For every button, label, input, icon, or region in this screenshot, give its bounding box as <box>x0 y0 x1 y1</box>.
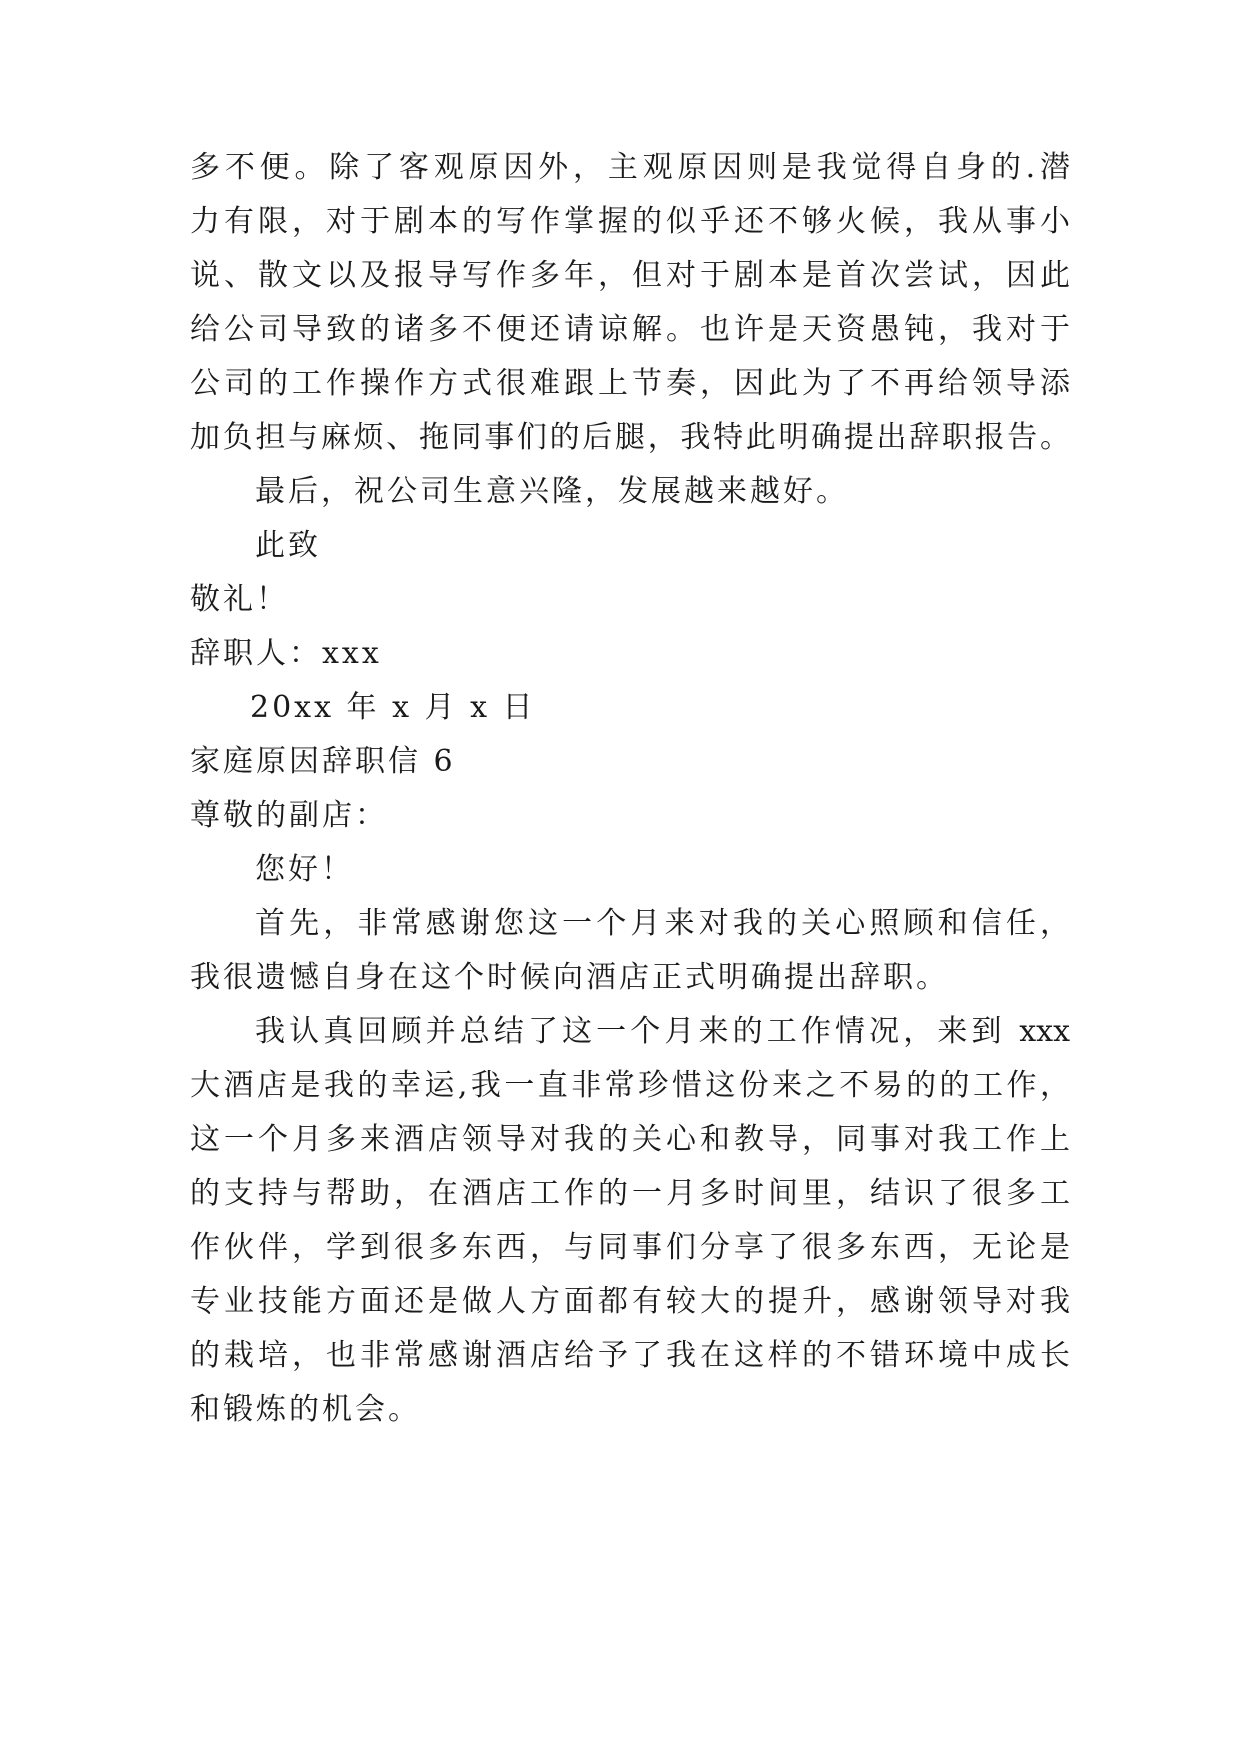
salutation-closing: 此致 <box>255 528 321 563</box>
paragraph-line: 的支持与帮助，在酒店工作的一月多时间里，结识了很多工 <box>190 1176 1070 1211</box>
letter-hello: 您好！ <box>255 852 354 887</box>
paragraph-line: 这一个月多来酒店领导对我的关心和教导，同事对我工作上 <box>190 1122 1070 1157</box>
paragraph-line: 首先，非常感谢您这一个月来对我的关心照顾和信任， <box>255 906 1070 941</box>
paragraph-line: 说、散文以及报导写作多年，但对于剧本是首次尝试，因此 <box>190 258 1070 293</box>
paragraph-line: 和锻炼的机会。 <box>190 1392 421 1427</box>
paragraph-line: 力有限，对于剧本的写作掌握的似乎还不够火候，我从事小 <box>190 204 1070 239</box>
signature-date: 20xx 年 x 月 x 日 <box>250 690 536 725</box>
section-title: 家庭原因辞职信 6 <box>190 744 456 779</box>
paragraph-line: 多不便。除了客观原因外，主观原因则是我觉得自身的.潜 <box>190 150 1070 185</box>
salutation-respect: 敬礼！ <box>190 582 289 617</box>
paragraph-line: 公司的工作操作方式很难跟上节奏，因此为了不再给领导添 <box>190 366 1070 401</box>
paragraph-line: 给公司导致的诸多不便还请谅解。也许是天资愚钝，我对于 <box>190 312 1070 347</box>
signature-name: 辞职人：xxx <box>190 636 382 671</box>
paragraph-line: 专业技能方面还是做人方面都有较大的提升，感谢领导对我 <box>190 1284 1070 1319</box>
letter-greeting: 尊敬的副店： <box>190 798 388 833</box>
closing-wish: 最后，祝公司生意兴隆，发展越来越好。 <box>255 474 849 509</box>
paragraph-line: 的栽培，也非常感谢酒店给予了我在这样的不错环境中成长 <box>190 1338 1070 1373</box>
paragraph-line: 我认真回顾并总结了这一个月来的工作情况，来到 xxx <box>255 1014 1070 1049</box>
paragraph-line: 大酒店是我的幸运,我一直非常珍惜这份来之不易的的工作， <box>190 1068 1070 1103</box>
paragraph-line: 加负担与麻烦、拖同事们的后腿，我特此明确提出辞职报告。 <box>190 420 1070 455</box>
paragraph-line: 我很遗憾自身在这个时候向酒店正式明确提出辞职。 <box>190 960 949 995</box>
paragraph-line: 作伙伴，学到很多东西，与同事们分享了很多东西，无论是 <box>190 1230 1070 1265</box>
